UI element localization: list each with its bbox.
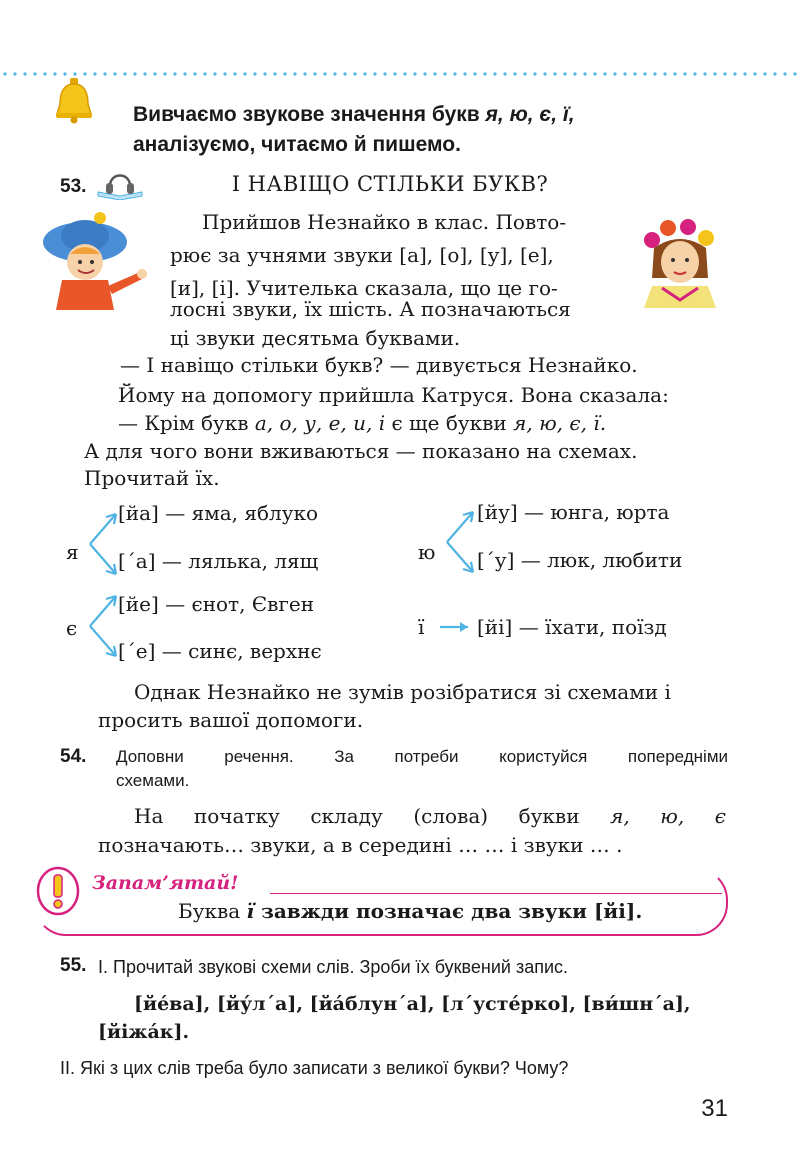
intro-line-1: Вивчаємо звукове значення букв я, ю, є, ї, [133,103,575,126]
right-arrow-icon [438,619,472,635]
ex54-text-line-2: позначають… звуки, а в середині … … і звуки … . [98,833,623,857]
remember-label: Запам’ятай! [92,872,239,894]
remember-rule [270,893,722,894]
ex55-words-line-2: [йіжа́к]. [98,1021,190,1043]
page-number: 31 [701,1095,728,1122]
remember-text: Буква ї завжди позначає два звуки [йі]. [178,899,643,923]
scheme-ya-bottom: [´а] — лялька, лящ [118,549,319,573]
story-line-5: ці звуки десятьма буквами. [170,326,461,350]
scheme-letter-ye: є [66,616,78,640]
exercise-53-number: 53. [60,176,87,197]
intro-line-2: аналізуємо, читаємо й пишемо. [133,133,461,156]
ex55-words-line-1: [йе́ва], [йу́л´а], [йа́блун´а], [л´усте́рко], [ви́шн´а], [134,993,691,1015]
split-arrow-icon [86,590,122,662]
story-line-2: рює за учнями звуки [а], [о], [у], [е], [170,243,554,267]
scheme-ye-top: [йе] — єнот, Євген [118,592,315,616]
dotted-divider [0,72,800,76]
after-line-2: просить вашої допомоги. [98,708,364,732]
ex54-text-line-1: На початку складу (слова) букви я, ю, є [134,804,726,828]
neznayko-illustration [40,210,150,314]
scheme-letter-yi: ї [418,615,425,639]
scheme-ye-bottom: [´е] — синє, верхнє [118,639,322,663]
story-line-1: Прийшов Незнайко в клас. Повто- [202,210,567,234]
story-title: І НАВІЩО СТІЛЬКИ БУКВ? [231,172,549,196]
exercise-55-task-1: І. Прочитай звукові схеми слів. Зроби їх буквений запис. [98,957,569,977]
katrusya-illustration [640,218,720,312]
story-line-4: лосні звуки, їх шість. А позначаються [170,297,571,321]
exercise-54-number: 54. [60,746,87,767]
split-arrow-icon [443,506,479,578]
exercise-55-task-2: ІІ. Які з цих слів треба було записати з великої букви? Чому? [60,1058,569,1078]
scheme-letter-ya: я [66,540,79,564]
story-line-9: А для чого вони вживаються — показано на схемах. [84,439,638,463]
story-line-7: Йому на допомогу прийшла Катруся. Вона сказала: [118,383,669,407]
story-line-3: [и], [і]. Учителька сказала, що це го- [170,276,558,300]
exclamation-icon [34,866,82,920]
exercise-55-number: 55. [60,955,87,976]
after-line-1: Однак Незнайко не зумів розібратися зі схемами і [134,680,671,704]
lesson-intro [133,100,733,160]
scheme-yu-bottom: [´у] — люк, любити [477,548,683,572]
headphones-book-icon [92,166,148,204]
bell-icon [52,78,96,128]
story-line-6: — І навіщо стільки букв? — дивується Незнайко. [120,353,638,377]
story-line-10: Прочитай їх. [84,466,220,490]
story-line-8: — Крім букв а, о, у, е, и, і є ще букви я, ю, є, ї. [118,411,607,435]
split-arrow-icon [86,508,122,580]
exercise-54-task: Доповни речення. За потреби користуйся попередніми схемами. [116,747,728,790]
scheme-yi: [йі] — їхати, поїзд [477,615,667,639]
scheme-ya-top: [йа] — яма, яблуко [118,501,319,525]
scheme-letter-yu: ю [418,540,436,564]
scheme-yu-top: [йу] — юнга, юрта [477,500,670,524]
